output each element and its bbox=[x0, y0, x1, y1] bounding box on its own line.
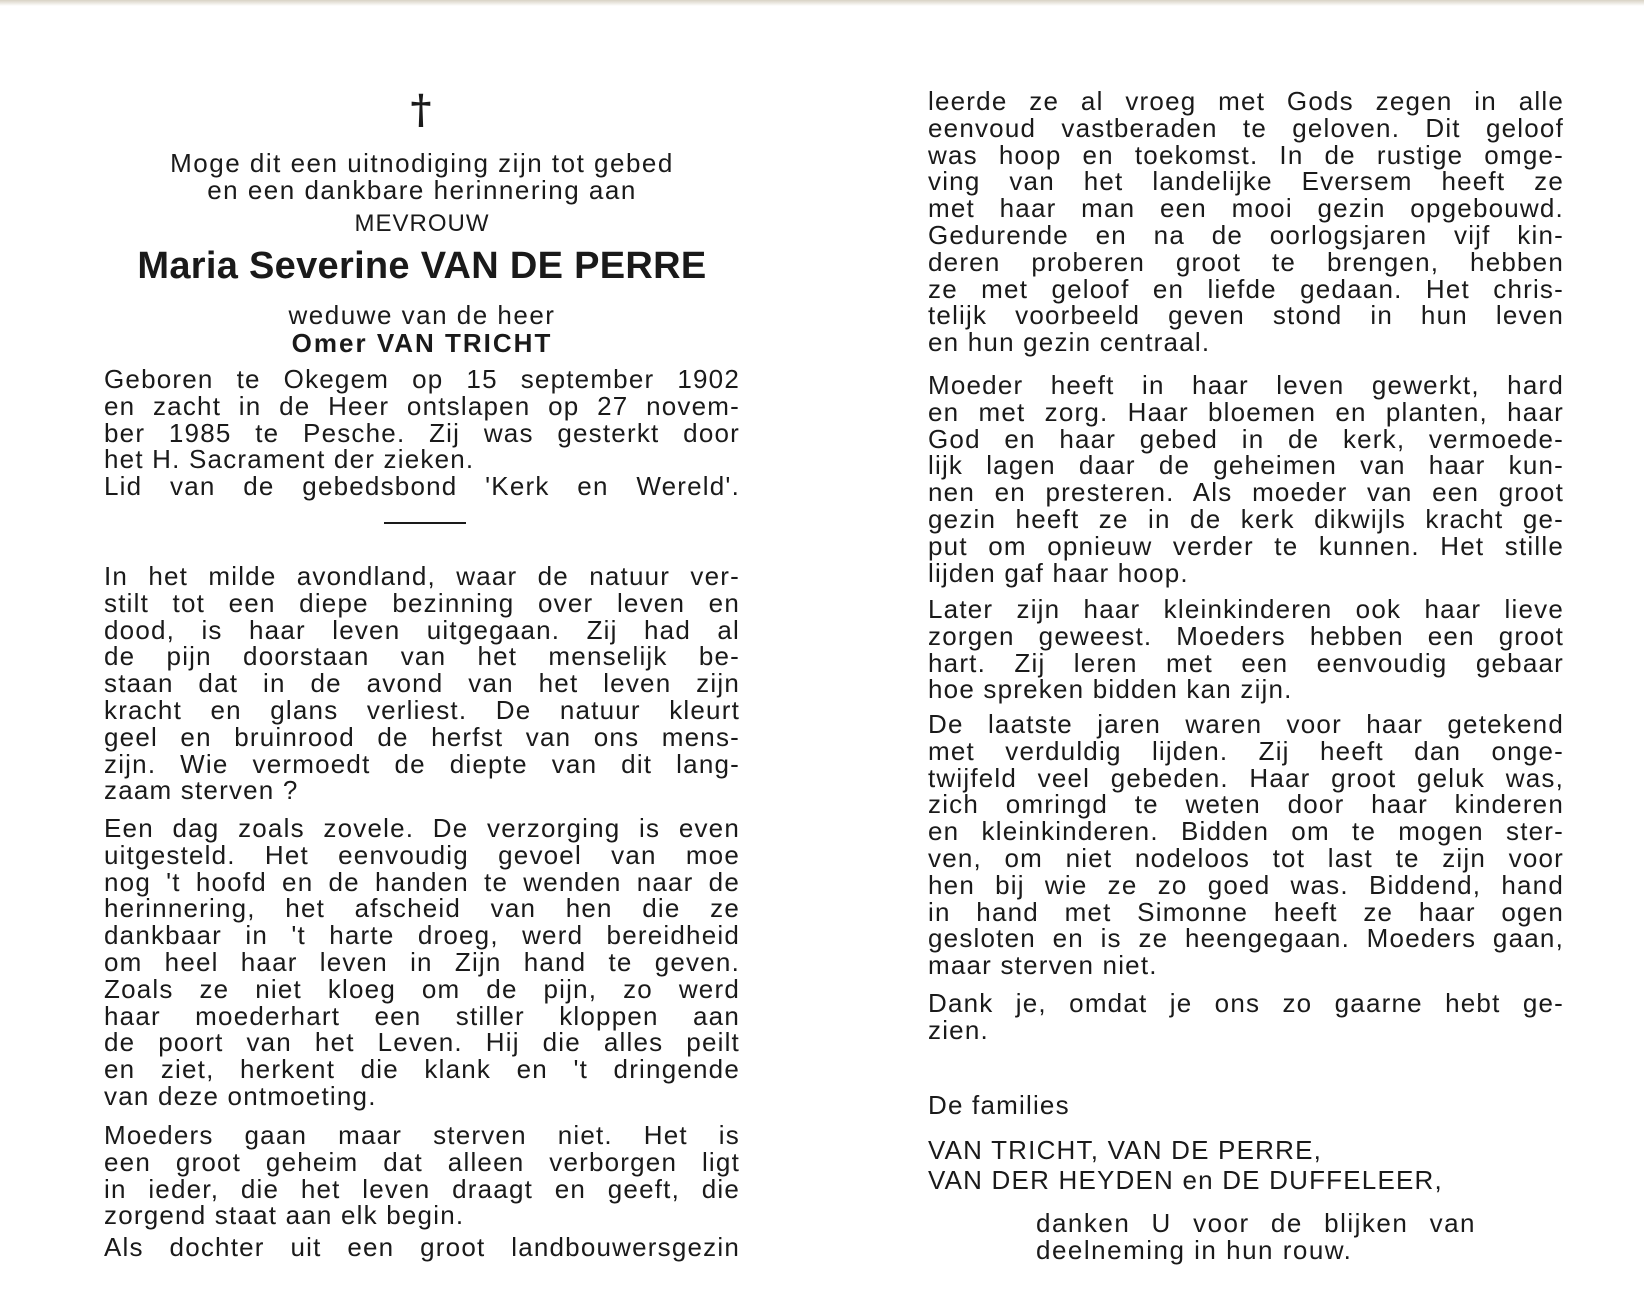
text-line: dankbaar in 't harte droeg, werd bereidheid bbox=[104, 920, 740, 951]
text-line: in hand met Simonne heeft ze haar ogen bbox=[928, 896, 1564, 927]
text-line: van deze ontmoeting. bbox=[104, 1080, 377, 1111]
right-paragraph-2 bbox=[928, 372, 1564, 586]
deceased-name: Maria Severine VAN DE PERRE bbox=[137, 245, 707, 287]
text-line: telijk voorbeeld geven stond in hun leven bbox=[928, 300, 1564, 331]
biography bbox=[104, 366, 740, 500]
families-line: VAN TRICHT, VAN DE PERRE, bbox=[928, 1135, 1323, 1165]
right-paragraph-5 bbox=[928, 990, 1564, 1044]
text-line: kracht en glans verliest. De natuur kleurt bbox=[104, 694, 740, 725]
text-line: Moeders gaan maar sterven niet. Het is bbox=[104, 1120, 740, 1150]
text-line: leerde ze al vroeg met Gods zegen in alle bbox=[928, 86, 1564, 116]
text-line: deelneming in hun rouw. bbox=[1036, 1235, 1353, 1265]
text-line: staan dat in de avond van het leven zijn bbox=[104, 668, 740, 699]
text-line: haar moederhart een stiller kloppen aan bbox=[104, 1000, 740, 1031]
text-line: eenvoud vastberaden te geloven. Dit geloof bbox=[928, 112, 1564, 143]
text-line: Als dochter uit een groot landbouwersgezin bbox=[104, 1232, 740, 1262]
text-line: Lid van de gebedsbond 'Kerk en Wereld'. bbox=[104, 471, 740, 502]
families-line: VAN DER HEYDEN en DE DUFFELEER, bbox=[928, 1165, 1443, 1195]
text-line: uitgesteld. Het eenvoudig gevoel van moe bbox=[104, 839, 740, 870]
text-line: een groot geheim dat alleen verborgen ligt bbox=[104, 1146, 740, 1177]
invitation-line: en een dankbare herinnering aan bbox=[207, 175, 637, 205]
text-line: In het milde avondland, waar de natuur ver- bbox=[104, 561, 740, 591]
text-line: Dank je, omdat je ons zo gaarne hebt ge- bbox=[928, 988, 1564, 1018]
text-line: gezin heeft ze in de kerk dikwijls kracht ge- bbox=[928, 503, 1564, 534]
text-line: Later zijn haar kleinkinderen ook haar lieve bbox=[928, 594, 1564, 624]
text-line: ving van het landelijke Eversem heeft ze bbox=[928, 166, 1564, 197]
text-line: dood, is haar leven uitgegaan. Zij had al bbox=[104, 614, 740, 645]
text-line: put om opnieuw verder te kunnen. Het stille bbox=[928, 530, 1564, 561]
left-paragraph-3 bbox=[104, 1122, 740, 1229]
text-line: Zoals ze niet kloeg om de pijn, zo werd bbox=[104, 973, 740, 1004]
text-line: danken U voor de blijken van bbox=[1036, 1208, 1476, 1238]
text-line: geel en bruinrood de herfst van ons mens- bbox=[104, 721, 740, 752]
text-line: zien. bbox=[928, 1014, 989, 1045]
text-line: zorgend staat aan elk begin. bbox=[104, 1200, 465, 1231]
text-line: om heel haar leven in Zijn hand te geven. bbox=[104, 946, 740, 977]
cross-icon: † bbox=[410, 86, 432, 133]
card-top-edge bbox=[0, 0, 1644, 6]
text-line: was hoop en toekomst. In de rustige omge- bbox=[928, 139, 1564, 170]
text-line: De laatste jaren waren voor haar getekend bbox=[928, 709, 1564, 739]
text-line: ze met geloof en liefde gedaan. Het chris- bbox=[928, 273, 1564, 304]
text-line: Moeder heeft in haar leven gewerkt, hard bbox=[928, 370, 1564, 400]
left-paragraph-2 bbox=[104, 815, 740, 1110]
text-line: herinnering, het afscheid van hen die ze bbox=[104, 893, 740, 924]
text-line: Een dag zoals zovele. De verzorging is even bbox=[104, 813, 740, 843]
invitation-line: Moge dit een uitnodiging zijn tot gebed bbox=[170, 148, 674, 178]
invitation-text bbox=[104, 150, 740, 204]
text-line: nog 't hoofd en de handen te wenden naar de bbox=[104, 866, 740, 897]
text-line: de pijn doorstaan van het menselijk be- bbox=[104, 641, 740, 672]
text-line: Geboren te Okegem op 15 september 1902 bbox=[104, 364, 740, 394]
text-line: zaam sterven ? bbox=[104, 775, 299, 806]
husband-name: Omer VAN TRICHT bbox=[291, 328, 553, 358]
text-line: en ziet, herkent die klank en 't dringende bbox=[104, 1054, 740, 1085]
text-line: in ieder, die het leven draagt en geeft, die bbox=[104, 1173, 740, 1204]
text-line: nen en presteren. Als moeder van een groot bbox=[928, 477, 1564, 508]
widow-line: weduwe van de heer bbox=[288, 300, 556, 330]
right-paragraph-4 bbox=[928, 711, 1564, 979]
text-line: zich omringd te weten door haar kinderen bbox=[928, 789, 1564, 820]
text-line: maar sterven niet. bbox=[928, 950, 1158, 981]
text-line: zijn. Wie vermoedt de diepte van dit lang- bbox=[104, 748, 740, 779]
title-prefix: MEVROUW bbox=[354, 210, 490, 237]
right-paragraph-1 bbox=[928, 88, 1564, 356]
text-line: ven, om niet nodeloos tot last te zijn voor bbox=[928, 842, 1564, 873]
text-line: God en haar gebed in de kerk, vermoede- bbox=[928, 423, 1564, 454]
text-line: hen bij wie ze zo goed was. Biddend, hand bbox=[928, 869, 1564, 900]
text-line: lijk lagen daar de geheimen van haar kun- bbox=[928, 450, 1564, 481]
text-line: hart. Zij leren met een eenvoudig gebaar bbox=[928, 647, 1564, 678]
text-line: en kleinkinderen. Bidden om te mogen ster- bbox=[928, 816, 1564, 847]
text-line: en zacht in de Heer ontslapen op 27 novem- bbox=[104, 390, 740, 421]
left-paragraph-4 bbox=[104, 1234, 740, 1261]
text-line: lijden gaf haar hoop. bbox=[928, 557, 1189, 588]
text-line: Gedurende en na de oorlogsjaren vijf kin- bbox=[928, 219, 1564, 250]
text-line: hoe spreken bidden kan zijn. bbox=[928, 674, 1293, 705]
text-line: zorgen geweest. Moeders hebben een groot bbox=[928, 620, 1564, 651]
text-line: ber 1985 te Pesche. Zij was gesterkt door bbox=[104, 417, 740, 448]
families-label: De families bbox=[928, 1090, 1070, 1120]
left-paragraph-1 bbox=[104, 563, 740, 804]
families-names bbox=[928, 1135, 1488, 1195]
text-line: en hun gezin centraal. bbox=[928, 327, 1211, 358]
divider bbox=[384, 522, 466, 524]
text-line: de poort van het Leven. Hij die alles peilt bbox=[104, 1027, 740, 1058]
text-line: met verduldig lijden. Zij heeft dan onge- bbox=[928, 735, 1564, 766]
thanks-text bbox=[1036, 1210, 1476, 1264]
text-line: het H. Sacrament der zieken. bbox=[104, 444, 475, 475]
text-line: stilt tot een diepe bezinning over leven en bbox=[104, 587, 740, 618]
text-line: met haar man een mooi gezin opgebouwd. bbox=[928, 193, 1564, 224]
text-line: gesloten en is ze heengegaan. Moeders gaan, bbox=[928, 923, 1564, 954]
right-paragraph-3 bbox=[928, 596, 1564, 703]
text-line: twijfeld veel gebeden. Haar groot geluk was, bbox=[928, 762, 1564, 793]
text-line: en met zorg. Haar bloemen en planten, haar bbox=[928, 396, 1564, 427]
text-line: deren proberen groot te brengen, hebben bbox=[928, 246, 1564, 277]
